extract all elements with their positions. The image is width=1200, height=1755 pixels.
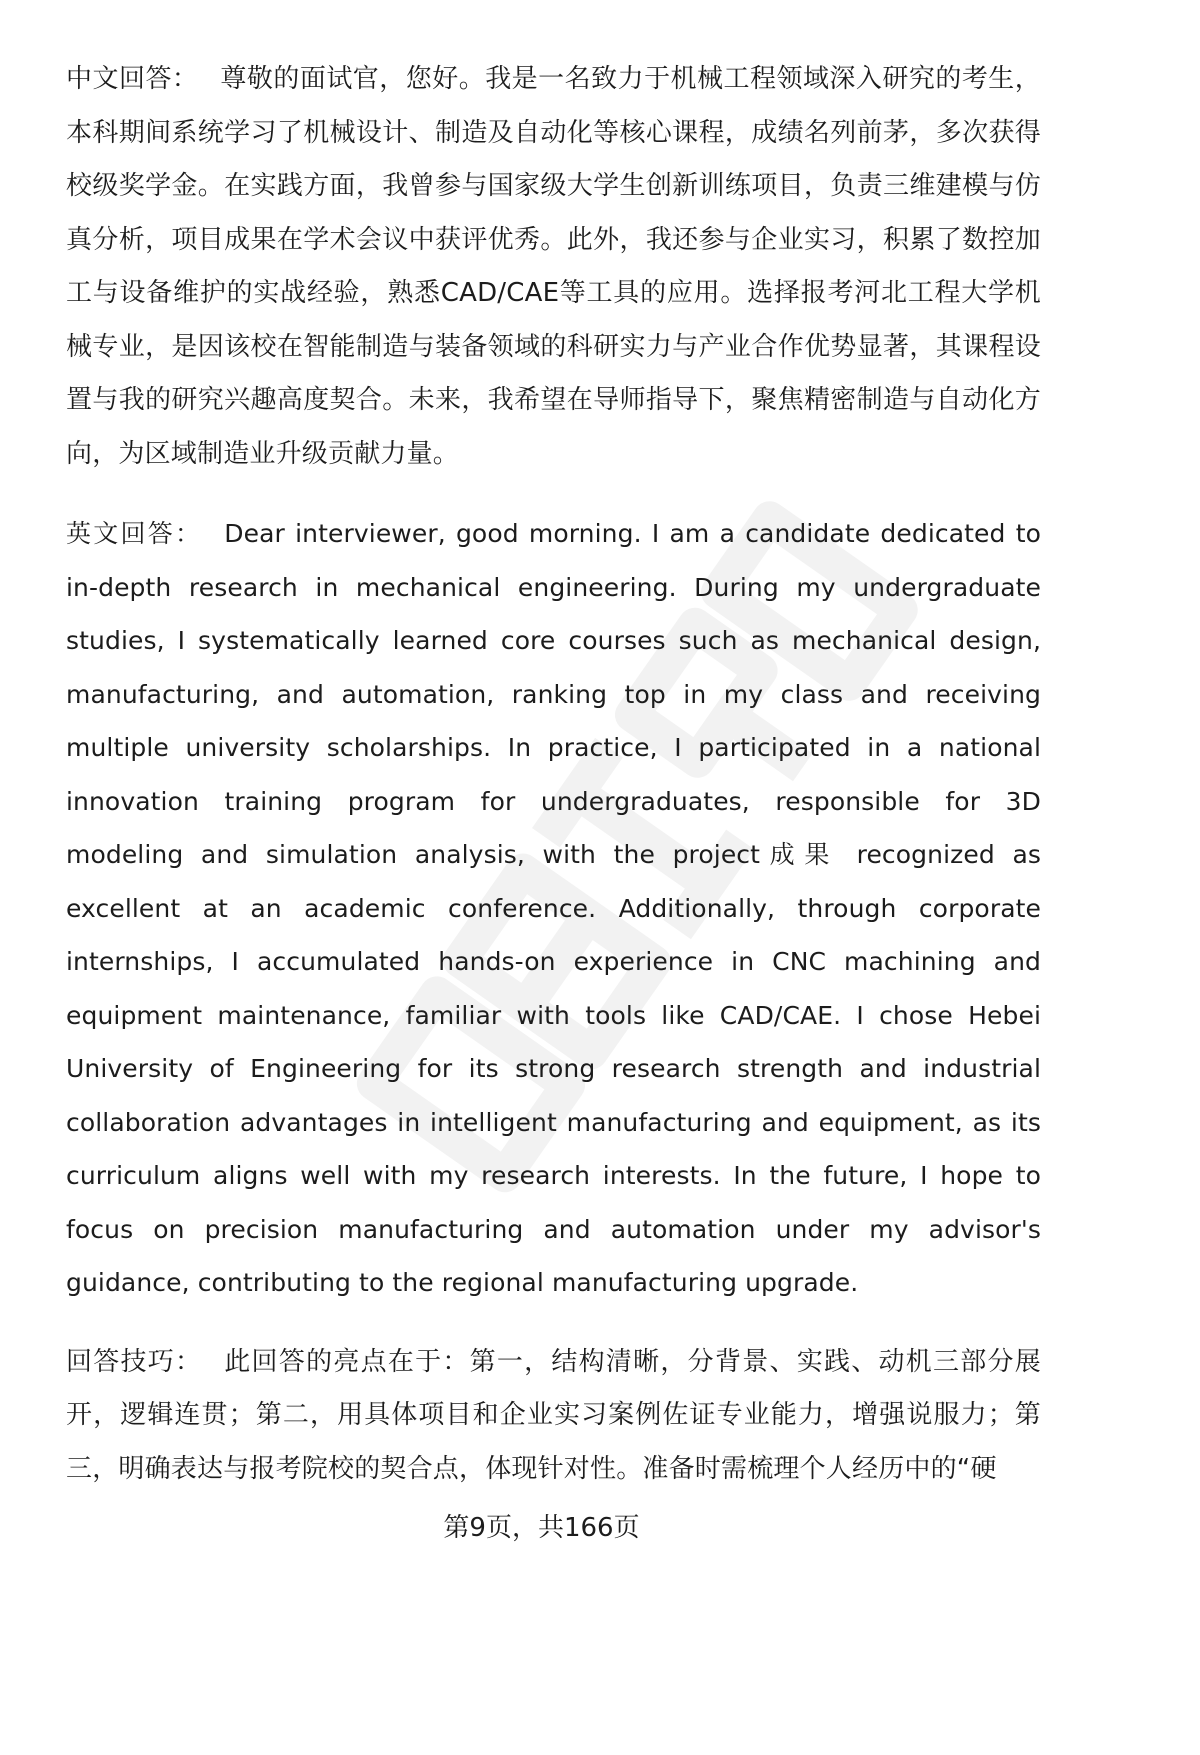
- section-chinese-answer: [66, 53, 1041, 481]
- section-label: 中文回答：: [66, 64, 199, 94]
- section-english-answer: [66, 507, 1041, 1310]
- section-label: 回答技巧：: [66, 1346, 203, 1377]
- section-text: Dear interviewer, good morning. I am a candidate dedicated to in-depth research in mechanical engineering. During my undergraduate studies, I systematically learned core courses such as mechanical design, manufacturing, and automation, ranking top in my class and receiving multiple university scholarships. In practice, I participated in a national innovation training program for undergraduates, responsible for 3D modeling and simulation analysis, with the project成果 recognized as excellent at an academic conference. Additionally, through corporate internships, I accumulated hands-on experience in CNC machining and equipment maintenance, familiar with tools like CAD/CAE. I chose Hebei University of Engineering for its strong research strength and industrial collaboration advantages in intelligent manufacturing and equipment, as its curriculum aligns well with my research interests. In the future, I hope to focus on precision manufacturing and automation under my advisor's guidance, contributing to the regional manufacturing upgrade.: [66, 519, 1041, 1297]
- section-text: 尊敬的面试官，您好。我是一名致力于机械工程领域深入研究的考生，本科期间系统学习了机械设计、制造及自动化等核心课程，成绩名列前茅，多次获得校级奖学金。在实践方面，我曾参与国家级大学生创新训练项目，负责三维建模与仿真分析，项目成果在学术会议中获评优秀。此外，我还参与企业实习，积累了数控加工与设备维护的实战经验，熟悉CAD/CAE等工具的应用。选择报考河北工程大学机械专业，是因该校在智能制造与装备领域的科研实力与产业合作优势显著，其课程设置与我的研究兴趣高度契合。未来，我希望在导师指导下，聚焦精密制造与自动化方向，为区域制造业升级贡献力量。: [66, 64, 1041, 469]
- section-answer-tips: [66, 1336, 1041, 1497]
- document-body: [66, 53, 1041, 1496]
- section-text: 此回答的亮点在于：第一，结构清晰，分背景、实践、动机三部分展开，逻辑连贯；第二，用具体项目和企业实习案例佐证专业能力，增强说服力；第三，明确表达与报考院校的契合点，体现针对性。准备时需梳理个人经历中的“硬: [66, 1346, 1041, 1484]
- page-number-footer: 第9页，共166页: [443, 1513, 640, 1543]
- section-label: 英文回答：: [66, 519, 203, 548]
